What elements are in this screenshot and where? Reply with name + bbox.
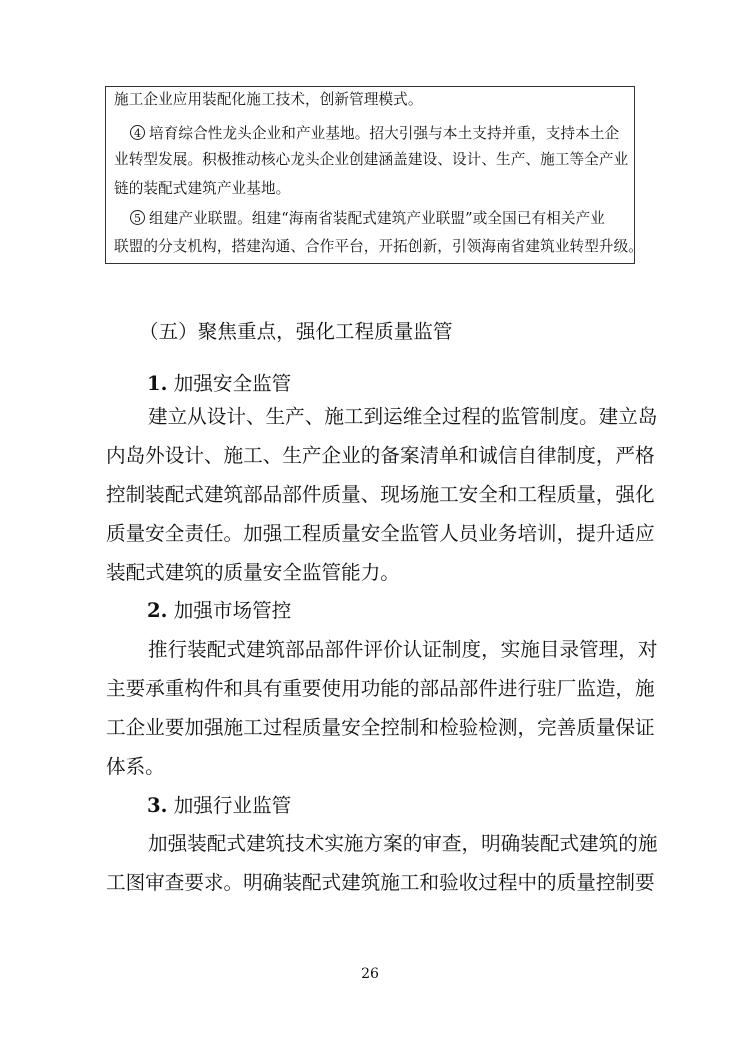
paragraph-line: 控制装配式建筑部品部件质量、现场施工安全和工程质量，强化	[106, 483, 655, 506]
paragraph-line: 工图审查要求。明确装配式建筑施工和验收过程中的质量控制要	[106, 871, 655, 894]
item-title: 加强市场管控	[173, 599, 292, 622]
item-heading-3	[147, 792, 291, 820]
paragraph-line: 加强装配式建筑技术实施方案的审查，明确装配式建筑的施	[148, 832, 658, 855]
box-line-text: 培育综合性龙头企业和产业基地。招大引强与本土支持并重，支持本土企	[149, 125, 620, 142]
paragraph-line: 装配式建筑的质量安全监管能力。	[106, 561, 400, 584]
page-number: 26	[361, 966, 379, 982]
box-line: 联盟的分支机构，搭建沟通、合作平台，开拓创新，引领海南省建筑业转型升级。	[114, 238, 643, 255]
item-heading-1	[147, 370, 291, 398]
item-heading-2	[147, 597, 291, 625]
box-line-text: 组建产业联盟。组建“海南省装配式建筑产业联盟”或全国已有相关产业	[149, 210, 605, 227]
paragraph-line: 体系。	[106, 755, 165, 778]
circled-number-5: 5	[130, 210, 145, 225]
box-line	[130, 209, 660, 229]
section-heading: （五）聚焦重点，强化工程质量监管	[139, 320, 453, 343]
boxed-text-panel	[105, 86, 643, 264]
paragraph-line: 工企业要加强施工过程质量安全控制和检验检测，完善质量保证	[106, 716, 655, 739]
box-line: 业转型发展。积极推动核心龙头企业创建涵盖建设、设计、生产、施工等全产业	[114, 151, 629, 168]
paragraph-line: 推行装配式建筑部品部件评价认证制度，实施目录管理，对	[148, 638, 658, 661]
box-line: 施工企业应用装配化施工技术，创新管理模式。	[114, 91, 423, 108]
circled-number-4: 4	[130, 125, 145, 140]
box-line	[130, 124, 660, 144]
item-number: 1.	[147, 372, 168, 395]
item-number: 3.	[147, 794, 168, 817]
paragraph-line: 建立从设计、生产、施工到运维全过程的监管制度。建立岛	[148, 405, 658, 428]
box-line: 链的装配式建筑产业基地。	[114, 180, 291, 197]
paragraph-line: 主要承重构件和具有重要使用功能的部品部件进行驻厂监造，施	[106, 677, 655, 700]
item-number: 2.	[147, 599, 168, 622]
paragraph-line: 内岛外设计、施工、生产企业的备案清单和诚信自律制度，严格	[106, 444, 655, 467]
item-title: 加强行业监管	[173, 794, 292, 817]
paragraph-line: 质量安全责任。加强工程质量安全监管人员业务培训，提升适应	[106, 522, 655, 545]
item-title: 加强安全监管	[173, 372, 292, 395]
